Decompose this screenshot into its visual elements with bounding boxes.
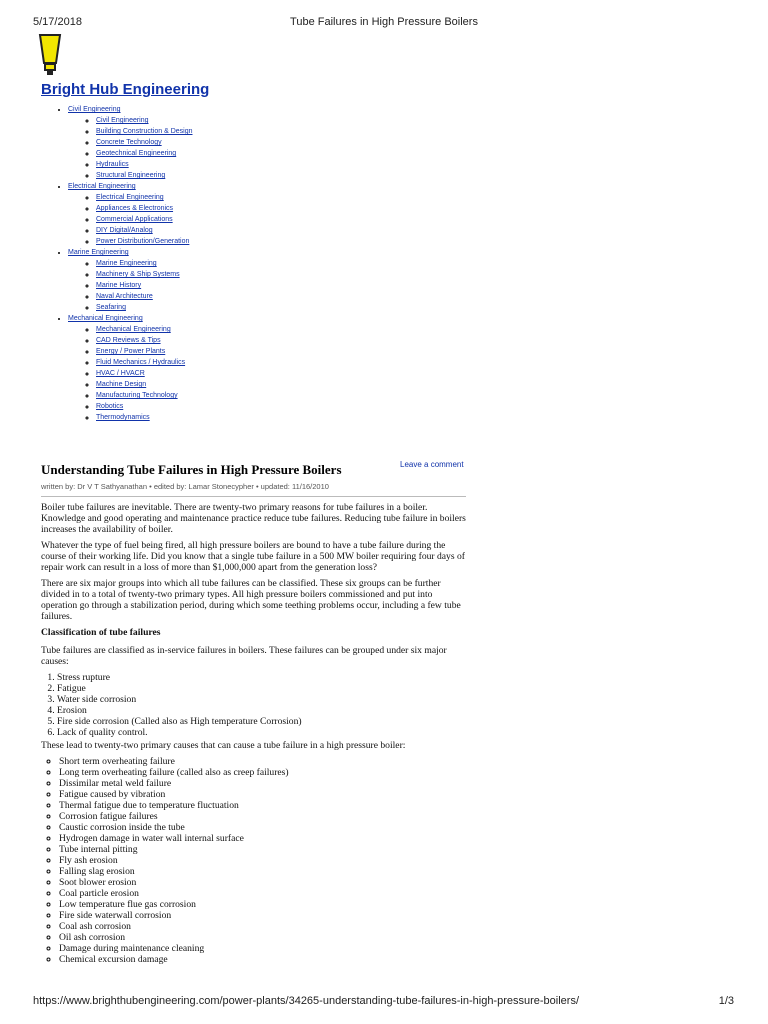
nav-subcategory-link[interactable]: Structural Engineering [96,172,166,179]
nav-subcategory-item [96,401,345,412]
nav-subcategory-list [68,115,345,181]
nav-subcategory-link[interactable]: Appliances & Electronics [96,205,174,212]
nav-subcategory-link[interactable]: Manufacturing Technology [96,392,178,399]
paragraph: There are six major groups into which all tube failures can be classified. These six groups can be further divided in to a total of twenty-two primary types. All high pressure boilers commissioned and put into operation go through a stabilization period, during which some teething problems occur, including a few tube failures. [41,578,461,622]
list-item: 4. Erosion [57,705,471,716]
nav-category-link[interactable]: Marine Engineering [68,249,129,256]
list-item: 5. Fire side corrosion (Called also as High temperature Corrosion) [57,716,471,727]
list-item: 6. Lack of quality control. [57,727,471,738]
list-item: ◦ Thermal fatigue due to temperature fluctuation [59,800,471,811]
nav-subcategory-link[interactable]: Thermodynamics [96,414,150,421]
list-item: ◦ Soot blower erosion [59,877,471,888]
print-page-title: Tube Failures in High Pressure Boilers [290,16,478,28]
nav-subcategory-item [96,324,345,335]
nav-subcategory-link[interactable]: Geotechnical Engineering [96,150,177,157]
list-item: ◦ Hydrogen damage in water wall internal surface [59,833,471,844]
nav-subcategory-item [96,192,345,203]
nav-subcategory-link[interactable]: Commercial Applications [96,216,173,223]
nav-subcategory-item [96,302,345,313]
nav-subcategory-list [68,258,345,313]
nav-subcategory-item [96,258,345,269]
list-item: 3. Water side corrosion [57,694,471,705]
nav-subcategory-link[interactable]: Machinery & Ship Systems [96,271,180,278]
nav-subcategory-link[interactable]: Marine Engineering [96,260,157,267]
nav-category-link[interactable]: Civil Engineering [68,106,121,113]
nav-subcategory-item [96,115,345,126]
nav-subcategory-link[interactable]: Fluid Mechanics / Hydraulics [96,359,186,366]
nav-subcategory-link[interactable]: Mechanical Engineering [96,326,171,333]
paragraph: Boiler tube failures are inevitable. There are twenty-two primary reasons for tube failures in a boiler. Knowledge and good operating and maintenance practice reduce tube failures. Reducing tube failure in boilers increases the availability of boiler. [41,502,466,535]
nav-category [68,247,345,313]
nav-subcategory-link[interactable]: Machine Design [96,381,147,388]
paragraph: Tube failures are classified as in-service failures in boilers. These failures can be grouped under six major causes: [41,645,447,667]
article-byline: written by: Dr V T Sathyanathan • edited by: Lamar Stonecypher • updated: 11/16/2010 [41,482,466,497]
nav-subcategory-link[interactable]: Seafaring [96,304,126,311]
leave-comment-link[interactable]: Leave a comment [400,460,464,469]
list-item: ◦ Tube internal pitting [59,844,471,855]
print-date: 5/17/2018 [33,16,82,28]
nav-subcategory-link[interactable]: Concrete Technology [96,139,162,146]
nav-category [68,181,345,247]
nav-subcategory-item [96,214,345,225]
list-item: ◦ Long term overheating failure (called also as creep failures) [59,767,471,778]
nav-category-list [45,104,345,423]
nav-subcategory-item [96,170,345,181]
nav-subcategory-item [96,357,345,368]
nav-subcategory-link[interactable]: Power Distribution/Generation [96,238,190,245]
primary-causes-list [41,756,471,965]
nav-subcategory-link[interactable]: Marine History [96,282,142,289]
nav-subcategory-link[interactable]: DIY Digital/Analog [96,227,153,234]
yellow-marker-logo-icon[interactable] [38,33,62,77]
nav-subcategory-item [96,379,345,390]
list-item: 1. Stress rupture [57,672,471,683]
list-item: ◦ Falling slag erosion [59,866,471,877]
nav-subcategory-link[interactable]: Electrical Engineering [96,194,164,201]
nav-subcategory-item [96,368,345,379]
list-item: ◦ Short term overheating failure [59,756,471,767]
list-item: 2. Fatigue [57,683,471,694]
nav-subcategory-link[interactable]: Robotics [96,403,124,410]
site-title[interactable]: Bright Hub Engineering [41,81,210,98]
major-causes-list [41,672,471,738]
nav-subcategory-link[interactable]: Civil Engineering [96,117,149,124]
list-item: ◦ Damage during maintenance cleaning [59,943,471,954]
category-navigation [45,104,345,423]
nav-subcategory-link[interactable]: Hydraulics [96,161,129,168]
nav-subcategory-item [96,148,345,159]
article-body [41,502,471,965]
nav-subcategory-item [96,412,345,423]
paragraph: Whatever the type of fuel being fired, all high pressure boilers are bound to have a tube failure during the course of their working life. Did you know that a single tube failure in a 500 MW boiler requiring four days of repair work can result in a loss of more than $1,000,000 apart from the generation loss? [41,540,465,573]
list-item: ◦ Oil ash corrosion [59,932,471,943]
nav-subcategory-item [96,236,345,247]
nav-subcategory-link[interactable]: HVAC / HVACR [96,370,145,377]
nav-subcategory-item [96,335,345,346]
section-heading: Classification of tube failures [41,627,161,638]
article-title: Understanding Tube Failures in High Pressure Boilers [41,462,342,477]
nav-category [68,104,345,181]
nav-subcategory-item [96,126,345,137]
nav-subcategory-item [96,159,345,170]
list-item: ◦ Coal ash corrosion [59,921,471,932]
nav-subcategory-link[interactable]: Energy / Power Plants [96,348,166,355]
paragraph: These lead to twenty-two primary causes that can cause a tube failure in a high pressure boiler: [41,740,406,751]
list-item: ◦ Fatigue caused by vibration [59,789,471,800]
nav-subcategory-item [96,280,345,291]
nav-subcategory-item [96,225,345,236]
nav-subcategory-list [68,192,345,247]
print-url: https://www.brighthubengineering.com/power-plants/34265-understanding-tube-failures-in-high-pressure-boilers/ [33,995,580,1007]
list-item: ◦ Fly ash erosion [59,855,471,866]
nav-subcategory-item [96,346,345,357]
nav-subcategory-list [68,324,345,423]
list-item: ◦ Chemical excursion damage [59,954,471,965]
nav-subcategory-link[interactable]: Naval Architecture [96,293,153,300]
nav-subcategory-item [96,390,345,401]
nav-subcategory-item [96,137,345,148]
print-page-number: 1/3 [718,995,734,1007]
nav-subcategory-item [96,291,345,302]
list-item: ◦ Fire side waterwall corrosion [59,910,471,921]
list-item: ◦ Dissimilar metal weld failure [59,778,471,789]
nav-subcategory-item [96,269,345,280]
nav-category-link[interactable]: Electrical Engineering [68,183,136,190]
nav-category-link[interactable]: Mechanical Engineering [68,315,143,322]
nav-subcategory-link[interactable]: CAD Reviews & Tips [96,337,161,344]
nav-subcategory-link[interactable]: Building Construction & Design [96,128,193,135]
list-item: ◦ Low temperature flue gas corrosion [59,899,471,910]
list-item: ◦ Coal particle erosion [59,888,471,899]
list-item: ◦ Corrosion fatigue failures [59,811,471,822]
nav-subcategory-item [96,203,345,214]
nav-category [68,313,345,423]
list-item: ◦ Caustic corrosion inside the tube [59,822,471,833]
